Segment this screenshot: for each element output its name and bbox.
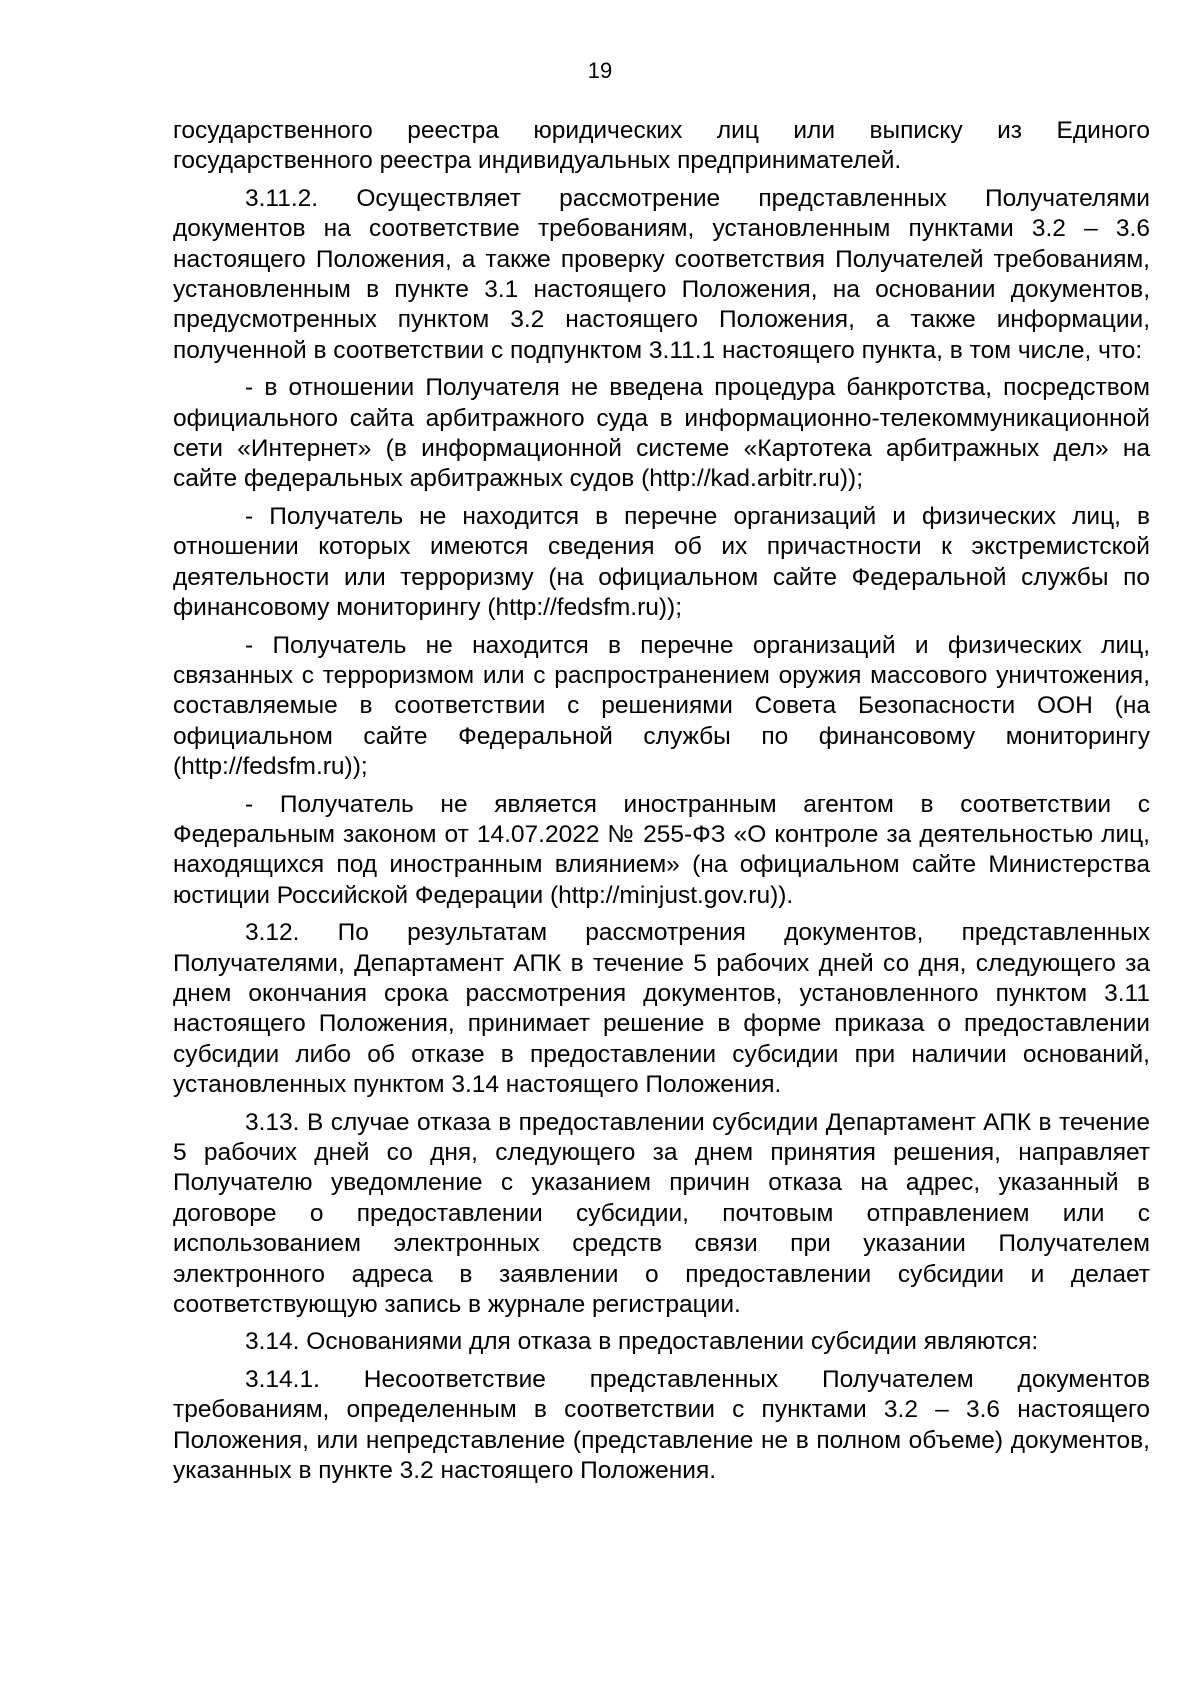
- paragraph-3-13: 3.13. В случае отказа в предоставлении субсидии Департамент АПК в течение 5 рабочих дней со дня, следующего за днем принятия решения, направляет Получателю уведомление с указанием причин отказа на адрес, указанный в договоре о предоставлении субсидии, почтовым отправлением или с использованием электронных средств связи при указании Получателем электронного адреса в заявлении о предоставлении субсидии и делает соответствующую запись в журнале регистрации.: [173, 1108, 1150, 1319]
- paragraph-3-14: 3.14. Основаниями для отказа в предоставлении субсидии являются:: [245, 1328, 1039, 1356]
- paragraph-3-11-2: 3.11.2. Осуществляет рассмотрение представленных Получателями документов на соответствие требованиям, установленным пунктами 3.2 – 3.6 настоящего Положения, а также проверку соответствия Получателей требованиям, установленным в пункте 3.1 настоящего Положения, на основании документов, предусмотренных пунктом 3.2 настоящего Положения, а также информации, полученной в соответствии с подпунктом 3.11.1 настоящего пункта, в том числе, что:: [173, 184, 1150, 364]
- paragraph-continuation: государственного реестра юридических лиц или выписку из Единого государственного реестра индивидуальных предпринимателей.: [173, 117, 1150, 175]
- list-item-terrorism: - Получатель не находится в перечне организаций и физических лиц, связанных с терроризмом или с распространением оружия массового уничтожения, составляемые в соответствии с решениями Совета Безопасности ООН (на официальном сайте Федеральной службы по финансовому мониторингу (http://fedsfm.ru));: [173, 631, 1150, 781]
- page-number: 19: [587, 58, 613, 83]
- paragraph-3-12: 3.12. По результатам рассмотрения документов, представленных Получателями, Департамент АПК в течение 5 рабочих дней со дня, следующего за днем окончания срока рассмотрения документов, установленного пунктом 3.11 настоящего Положения, принимает решение в форме приказа о предоставлении субсидии либо об отказе в предоставлении субсидии при наличии оснований, установленных пунктом 3.14 настоящего Положения.: [173, 919, 1150, 1099]
- paragraph-3-14-1: 3.14.1. Несоответствие представленных Получателем документов требованиям, определенным в соответствии с пунктами 3.2 – 3.6 настоящего Положения, или непредставление (представление не в полном объеме) документов, указанных в пункте 3.2 настоящего Положения.: [173, 1365, 1150, 1485]
- list-item-bankruptcy: - в отношении Получателя не введена процедура банкротства, посредством официального сайта арбитражного суда в информационно-телекоммуникационной сети «Интернет» (в информационной системе «Картотека арбитражных дел» на сайте федеральных арбитражных судов (http://kad.arbitr.ru));: [173, 374, 1150, 493]
- document-body: [173, 116, 1150, 1493]
- list-item-foreign-agent: - Получатель не является иностранным агентом в соответствии с Федеральным законом от 14.07.2022 № 255-ФЗ «О контроле за деятельностью лиц, находящихся под иностранным влиянием» (на официальном сайте Министерства юстиции Российской Федерации (http://minjust.gov.ru)).: [173, 790, 1150, 909]
- list-item-extremism: - Получатель не находится в перечне организаций и физических лиц, в отношении которых имеются сведения об их причастности к экстремистской деятельности или терроризму (на официальном сайте Федеральной службы по финансовому мониторингу (http://fedsfm.ru));: [173, 502, 1150, 622]
